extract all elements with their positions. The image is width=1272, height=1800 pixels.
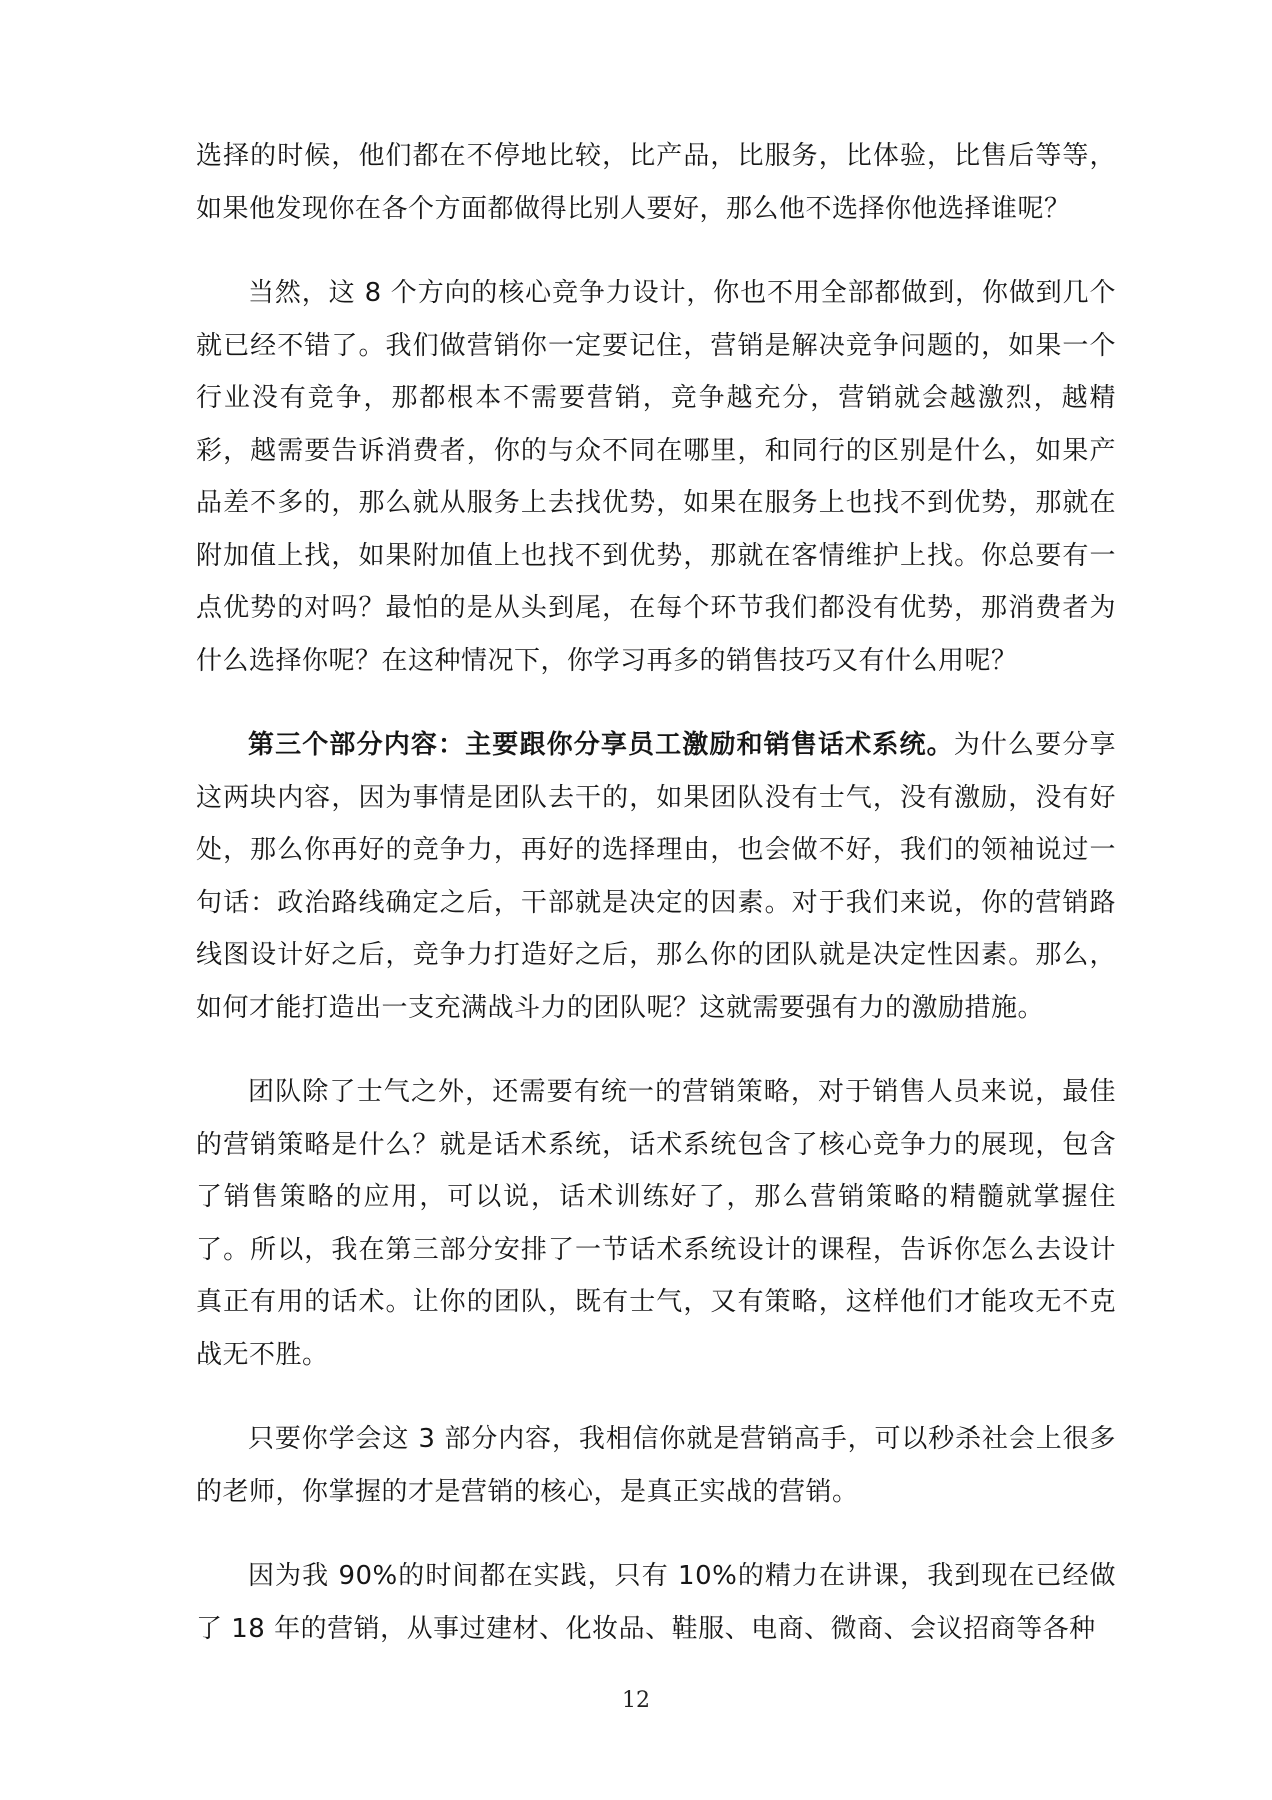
paragraph-2-text: 当然，这 8 个方向的核心竞争力设计，你也不用全部都做到，你做到几个就已经不错了。我们做营销你一定要记住，营销是解决竞争问题的，如果一个行业没有竞争，那都根本不需要营销，竞争越充分，营销就会越激烈，越精彩，越需要告诉消费者，你的与众不同在哪里，和同行的区别是什么，如果产品差不多的，那么就从服务上去找优势，如果在服务上也找不到优势，那就在附加值上找，如果附加值上也找不到优势，那就在客情维护上找。你总要有一点优势的对吗？最怕的是从头到尾，在每个环节我们都没有优势，那消费者为什么选择你呢？在这种情况下，你学习再多的销售技巧又有什么用呢？	[196, 278, 1116, 676]
page-number: 12	[622, 1688, 650, 1713]
paragraph-5-text: 只要你学会这 3 部分内容，我相信你就是营销高手，可以秒杀社会上很多的老师，你掌握的才是营销的核心，是真正实战的营销。	[196, 1424, 1116, 1507]
paragraph-3-heading: 第三个部分内容：主要跟你分享员工激励和销售话术系统。	[248, 730, 954, 760]
paragraph-6	[196, 1550, 1116, 1655]
paragraph-1	[196, 130, 1116, 235]
paragraph-5	[196, 1413, 1116, 1518]
paragraph-2	[196, 267, 1116, 687]
paragraph-1-text: 选择的时候，他们都在不停地比较，比产品，比服务，比体验，比售后等等，如果他发现你在各个方面都做得比别人要好，那么他不选择你他选择谁呢？	[196, 141, 1116, 224]
paragraph-6-text: 因为我 90%的时间都在实践，只有 10%的精力在讲课，我到现在已经做了 18 年的营销，从事过建材、化妆品、鞋服、电商、微商、会议招商等各种	[196, 1561, 1116, 1644]
paragraph-3	[196, 719, 1116, 1034]
paragraph-4-text: 团队除了士气之外，还需要有统一的营销策略，对于销售人员来说，最佳的营销策略是什么？就是话术系统，话术系统包含了核心竞争力的展现，包含了销售策略的应用，可以说，话术训练好了，那么营销策略的精髓就掌握住了。所以，我在第三部分安排了一节话术系统设计的课程，告诉你怎么去设计真正有用的话术。让你的团队，既有士气，又有策略，这样他们才能攻无不克战无不胜。	[196, 1077, 1116, 1370]
paragraph-4	[196, 1066, 1116, 1381]
paragraph-3-text: 为什么要分享这两块内容，因为事情是团队去干的，如果团队没有士气，没有激励，没有好处，那么你再好的竞争力，再好的选择理由，也会做不好，我们的领袖说过一句话：政治路线确定之后，干部就是决定的因素。对于我们来说，你的营销路线图设计好之后，竞争力打造好之后，那么你的团队就是决定性因素。那么，如何才能打造出一支充满战斗力的团队呢？这就需要强有力的激励措施。	[196, 730, 1116, 1023]
document-body	[196, 130, 1116, 1687]
